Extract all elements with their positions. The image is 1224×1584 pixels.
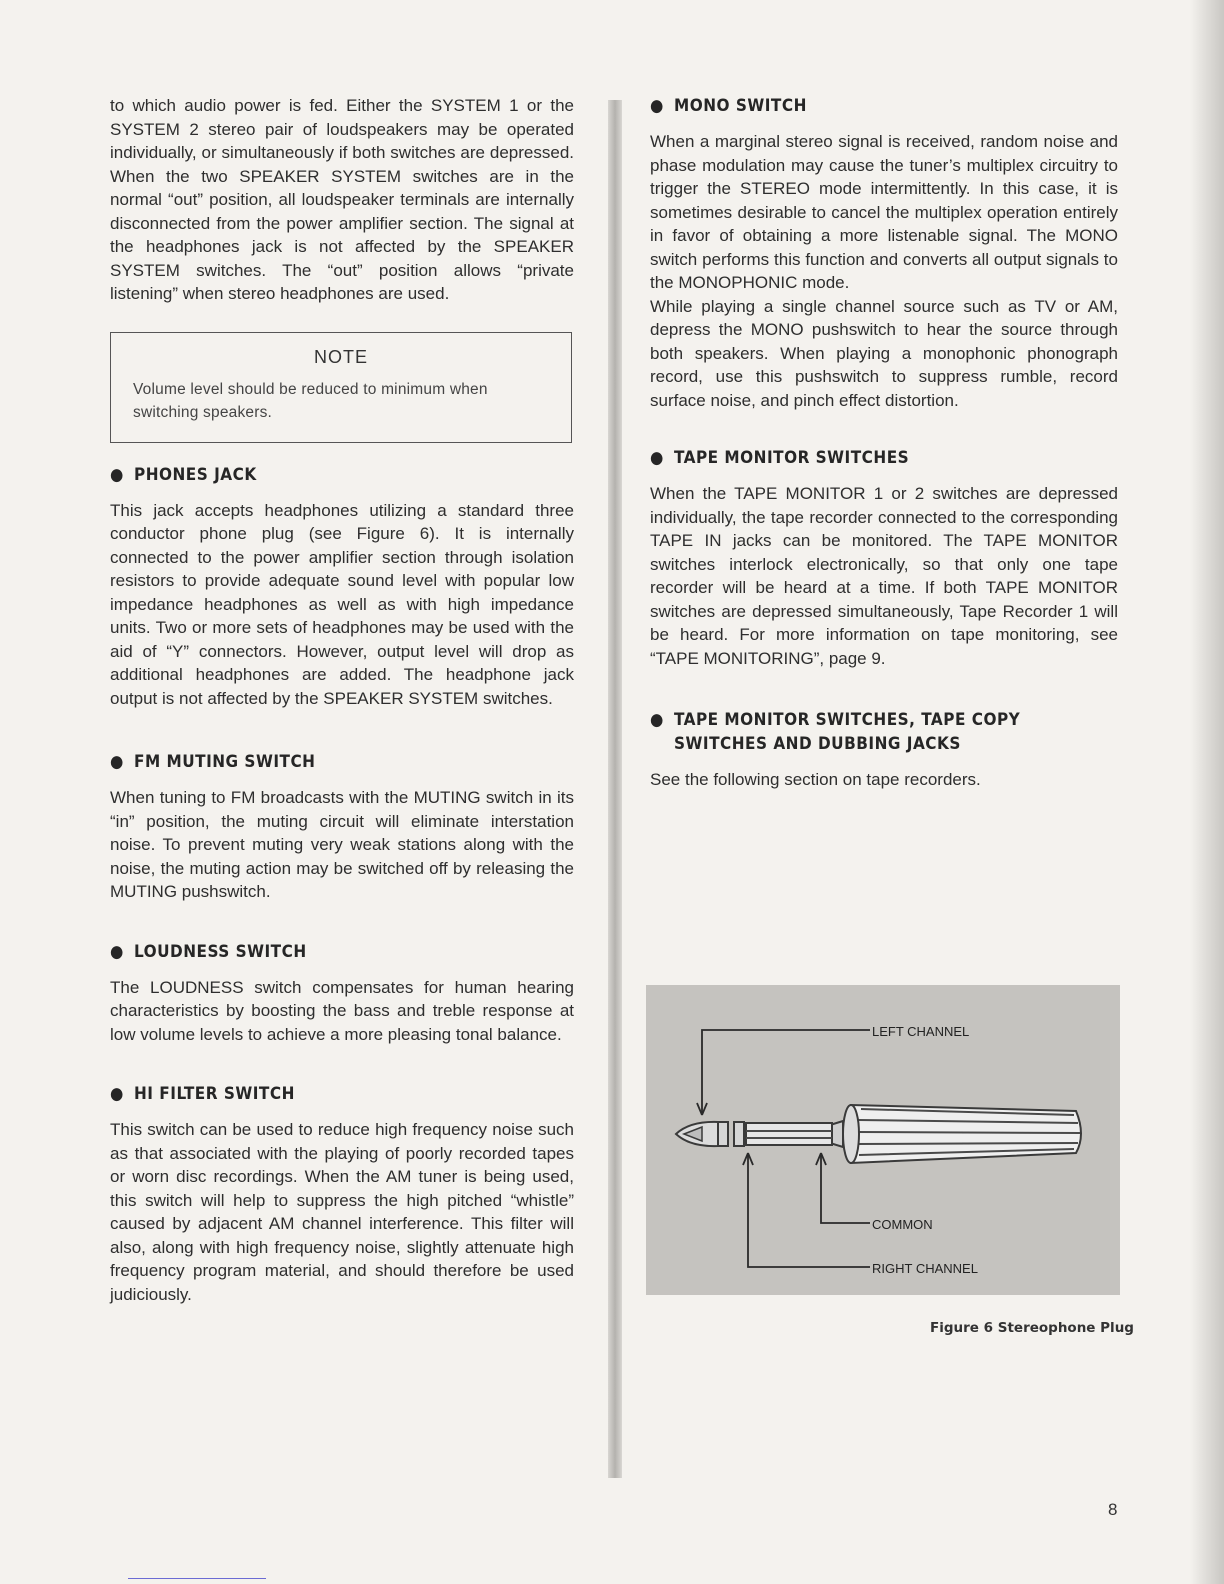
bullet-icon: ● [110,1084,124,1104]
bullet-icon: ● [110,464,124,485]
heading-text-line1: TAPE MONITOR SWITCHES, TAPE COPY [674,710,1021,730]
section-heading-hi-filter [110,1082,574,1106]
plug-shaft [676,1122,832,1146]
plug-handle [830,1105,1081,1163]
hi-filter-paragraph: This switch can be used to reduce high frequency noise such as that associated with the playing of poorly recorded tapes or worn disc recordings. When the AM tuner is being used, this switch will help to suppress the high pitched “whistle” caused by adjacent AM channel interference. This filter will also, along with high frequency noise, slightly attenuate high frequency program material, and should therefore be used judiciously. [110,1120,574,1304]
label-left-channel: LEFT CHANNEL [872,1024,970,1039]
tape-monitor-paragraph: When the TAPE MONITOR 1 or 2 switches are depressed individually, the tape recorder connected to the corresponding TAPE IN jacks can be monitored. The TAPE MONITOR switches interlock electronically, so that only one tape recorder will be heard at a time. If both TAPE MONITOR switches are depressed simultaneously, Tape Recorder 1 will be heard. For more information on tape monitoring, see “TAPE MONITORING”, page 9. [650,484,1118,668]
stereophone-plug-figure [646,985,1120,1295]
figure-caption: Figure 6 Stereophone Plug [930,1320,1134,1336]
note-box [110,332,572,443]
bullet-icon: ● [110,941,124,962]
footer-rule [128,1578,266,1579]
section-heading-mono [650,94,1118,118]
heading-text: PHONES JACK [134,464,257,485]
intro-paragraph: to which audio power is fed. Either the SYSTEM 1 or the SYSTEM 2 stereo pair of loudspeakers may be operated individually, or simultaneously if both switches are depressed. When the two SPEAKER SYSTEM switches are in the normal “out” position, all loudspeaker terminals are internally disconnected from the power amplifier section. The signal at the headphones jack is not affected by the SPEAKER SYSTEM switches. The “out” position allows “private listening” when stereo headphones are used. [110,96,574,303]
section-heading-loudness [110,940,574,964]
right-column [650,94,1118,792]
bullet-icon: ● [650,96,664,116]
loudness-paragraph: The LOUDNESS switch compensates for human hearing characteristics by boosting the bass and treble response at low volume levels to achieve a more pleasing tonal balance. [110,977,574,1044]
label-common: COMMON [872,1217,933,1232]
heading-text: TAPE MONITOR SWITCHES [674,448,910,468]
bullet-icon: ● [650,710,664,730]
section-heading-tape-monitor [650,446,1118,470]
phones-paragraph: This jack accepts headphones utilizing a standard three conductor phone plug (see Figure 6). It is internally connected to the power amplifier section through isolation resistors to provide adequate sound level with popular low impedance headphones as well as with high impedance units. Two or more sets of headphones may be used with the aid of “Y” connectors. However, output level will drop as additional headphones are added. The headphone jack output is not affected by the SPEAKER SYSTEM switches. [110,500,574,708]
section-heading-fm-muting [110,750,574,774]
heading-text: LOUDNESS SWITCH [134,941,307,962]
heading-text: HI FILTER SWITCH [134,1084,295,1104]
stereophone-plug-diagram [646,985,1120,1295]
label-right-channel: RIGHT CHANNEL [872,1261,978,1276]
bullet-icon: ● [650,448,664,468]
tape-copy-paragraph: See the following section on tape recorders. [650,770,981,789]
heading-text-line2: SWITCHES AND DUBBING JACKS [674,734,961,754]
mono-paragraph-2: While playing a single channel source such as TV or AM, depress the MONO pushswitch to hear the source through both speakers. When playing a monophonic phonograph record, use this pushswitch to suppress rumble, record surface noise, and pinch effect distortion. [650,296,1118,410]
section-heading-tape-copy [650,708,1118,756]
column-divider [608,100,622,1478]
mono-paragraph-1: When a marginal stereo signal is received, random noise and phase modulation may cause the tuner’s multiplex circuitry to trigger the STEREO mode intermittently. In this case, it is sometimes desirable to cancel the multiplex operation entirely in favor of obtaining a more listenable signal. The MONO switch performs this function and converts all output signals to the MONOPHONIC mode. [650,132,1118,292]
note-text: Volume level should be reduced to minimum when switching speakers. [133,380,488,421]
left-column [110,94,574,1306]
note-title: NOTE [313,346,368,367]
bullet-icon: ● [110,752,124,772]
page-number: 8 [1108,1500,1118,1519]
page-edge-shadow [1190,0,1224,1584]
heading-text: FM MUTING SWITCH [134,752,316,772]
section-heading-phones [110,463,574,487]
heading-text: MONO SWITCH [674,96,807,116]
fm-muting-paragraph: When tuning to FM broadcasts with the MUTING switch in its “in” position, the muting circuit will eliminate interstation noise. To prevent muting very weak stations along with the noise, the muting action may be switched off by releasing the MUTING pushswitch. [110,788,574,901]
